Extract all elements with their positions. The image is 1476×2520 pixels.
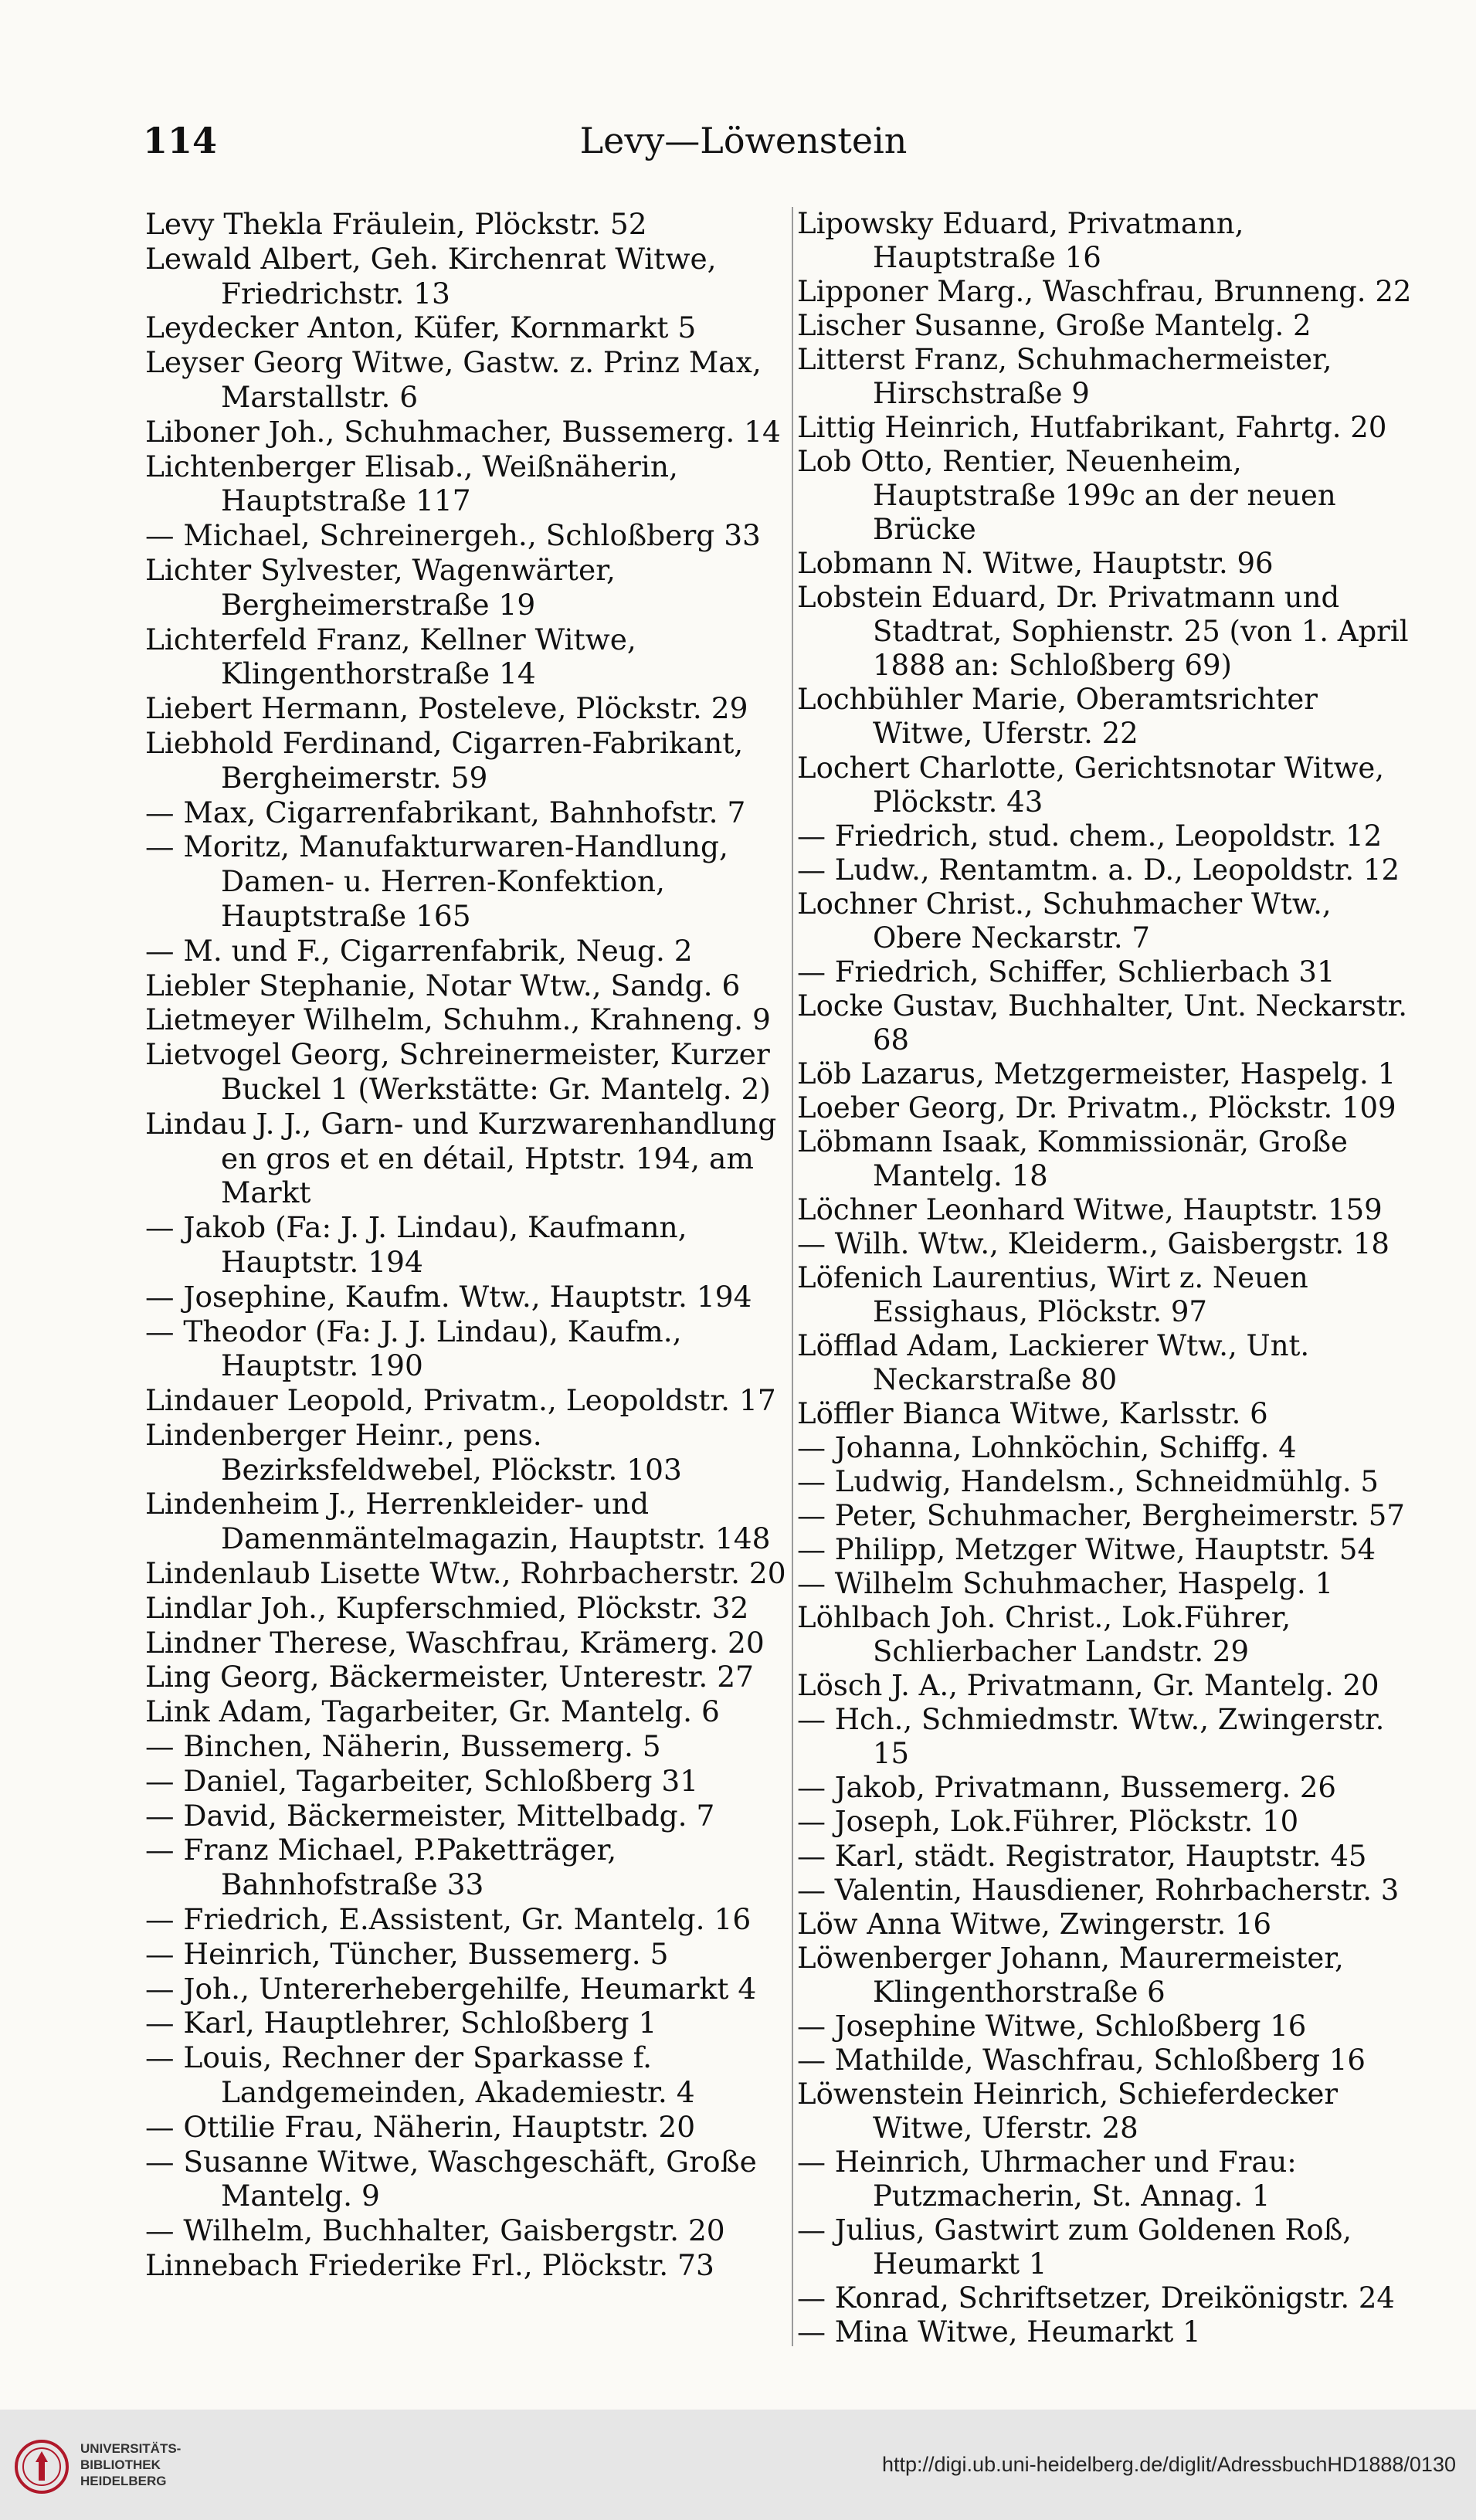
directory-entry: — Daniel, Tagarbeiter, Schloßberg 31 [145, 1763, 699, 1798]
directory-entry: Liebler Stephanie, Notar Wtw., Sandg. 6 [145, 968, 741, 1002]
directory-entry: Locke Gustav, Buchhalter, Unt. Neckarstr. 68 [797, 989, 1407, 1057]
directory-entry: — Karl, städt. Registrator, Hauptstr. 45 [797, 1839, 1367, 1873]
directory-entry: Lischer Susanne, Große Mantelg. 2 [797, 309, 1311, 343]
directory-entry: Löhlbach Joh. Christ., Lok.Führer, Schlierbacher Landstr. 29 [797, 1601, 1291, 1669]
directory-entry: Lindlar Joh., Kupferschmied, Plöckstr. 32 [145, 1590, 749, 1625]
directory-entry: Lipowsky Eduard, Privatmann, Hauptstraße 16 [797, 207, 1244, 275]
library-name-line: HEIDELBERG [80, 2474, 167, 2488]
directory-entry: Ling Georg, Bäckermeister, Unterestr. 27 [145, 1660, 754, 1694]
library-name [80, 2440, 181, 2489]
directory-entry: Liebert Hermann, Posteleve, Plöckstr. 29 [145, 691, 748, 726]
directory-entry: — Philipp, Metzger Witwe, Hauptstr. 54 [797, 1533, 1376, 1567]
directory-entry: Lochbühler Marie, Oberamtsrichter Witwe, Uferstr. 22 [797, 683, 1318, 751]
directory-entry: Löwenberger Johann, Maurermeister, Klingenthorstraße 6 [797, 1941, 1344, 2009]
directory-entry: Löb Lazarus, Metzgermeister, Haspelg. 1 [797, 1057, 1396, 1090]
directory-entry: Lindau J. J., Garn- und Kurzwarenhandlung en gros et en détail, Hptstr. 194, am Markt [145, 1106, 777, 1210]
directory-entry: Lochner Christ., Schuhmacher Wtw., Obere Neckarstr. 7 [797, 887, 1332, 955]
directory-entry: Leydecker Anton, Küfer, Kornmarkt 5 [145, 310, 697, 345]
directory-entry: — Wilhelm, Buchhalter, Gaisbergstr. 20 [145, 2213, 725, 2248]
directory-entry: — Wilhelm Schuhmacher, Haspelg. 1 [797, 1567, 1333, 1601]
directory-entry: — David, Bäckermeister, Mittelbadg. 7 [145, 1798, 715, 1833]
directory-entry: Löwenstein Heinrich, Schieferdecker Witwe, Uferstr. 28 [797, 2077, 1339, 2145]
directory-entry: — Friedrich, stud. chem., Leopoldstr. 12 [797, 819, 1383, 853]
directory-entry: Littig Heinrich, Hutfabrikant, Fahrtg. 20 [797, 411, 1387, 445]
directory-entry: — Valentin, Hausdiener, Rohrbacherstr. 3 [797, 1873, 1400, 1907]
directory-entry: — Friedrich, Schiffer, Schlierbach 31 [797, 955, 1335, 989]
directory-entry: — Moritz, Manufakturwaren-Handlung, Damen- u. Herren-Konfektion, Hauptstraße 165 [145, 829, 728, 933]
library-name-line: BIBLIOTHEK [80, 2457, 161, 2472]
directory-entry: Löchner Leonhard Witwe, Hauptstr. 159 [797, 1192, 1383, 1226]
directory-entry: — Jakob (Fa: J. J. Lindau), Kaufmann, Hauptstr. 194 [145, 1210, 687, 1279]
directory-entry: Lindenlaub Lisette Wtw., Rohrbacherstr. 20 [145, 1556, 786, 1591]
directory-entry: Litterst Franz, Schuhmachermeister, Hirschstraße 9 [797, 343, 1332, 411]
directory-entry: Lob Otto, Rentier, Neuenheim, Hauptstraße 199c an der neuen Brücke [797, 445, 1336, 547]
directory-entry: Lindner Therese, Waschfrau, Krämerg. 20 [145, 1625, 765, 1660]
directory-entry: Löfenich Laurentius, Wirt z. Neuen Essighaus, Plöckstr. 97 [797, 1260, 1308, 1328]
directory-entry: Lindenheim J., Herrenkleider- und Damenmäntelmagazin, Hauptstr. 148 [145, 1487, 771, 1556]
directory-entry: — Wilh. Wtw., Kleiderm., Gaisbergstr. 18 [797, 1226, 1389, 1260]
directory-entry: Lobstein Eduard, Dr. Privatmann und Stadtrat, Sophienstr. 25 (von 1. April 1888 an: Schloßberg 69) [797, 581, 1409, 683]
directory-entry: Lichtenberger Elisab., Weißnäherin, Hauptstraße 117 [145, 449, 678, 518]
directory-entry: Lösch J. A., Privatmann, Gr. Mantelg. 20 [797, 1669, 1379, 1703]
right-column [797, 207, 1423, 2349]
column-divider [792, 207, 793, 2346]
directory-entry: Lewald Albert, Geh. Kirchenrat Witwe, Friedrichstr. 13 [145, 241, 717, 310]
directory-entry: Löw Anna Witwe, Zwingerstr. 16 [797, 1907, 1272, 1941]
directory-entry: Liebhold Ferdinand, Cigarren-Fabrikant, Bergheimerstr. 59 [145, 725, 744, 795]
directory-entry: — Mathilde, Waschfrau, Schloßberg 16 [797, 2043, 1366, 2077]
directory-entry: — Mina Witwe, Heumarkt 1 [797, 2315, 1201, 2349]
directory-entry: Löffler Bianca Witwe, Karlsstr. 6 [797, 1397, 1268, 1431]
directory-entry: Linnebach Friederike Frl., Plöckstr. 73 [145, 2248, 714, 2283]
directory-entry: — M. und F., Cigarrenfabrik, Neug. 2 [145, 933, 693, 968]
directory-entry: Lietvogel Georg, Schreinermeister, Kurzer Buckel 1 (Werkstätte: Gr. Mantelg. 2) [145, 1037, 771, 1106]
directory-entry: Lichterfeld Franz, Kellner Witwe, Klingenthorstraße 14 [145, 622, 636, 691]
directory-entry: Loeber Georg, Dr. Privatm., Plöckstr. 109 [797, 1090, 1396, 1124]
directory-entry: — Joseph, Lok.Führer, Plöckstr. 10 [797, 1805, 1299, 1839]
directory-entry: Lochert Charlotte, Gerichtsnotar Witwe, Plöckstr. 43 [797, 751, 1385, 819]
page-header [143, 120, 1344, 174]
directory-entry: — Karl, Hauptlehrer, Schloßberg 1 [145, 2006, 657, 2040]
directory-entry: — Ottilie Frau, Näherin, Hauptstr. 20 [145, 2109, 696, 2144]
directory-entry: — Ludw., Rentamtm. a. D., Leopoldstr. 12 [797, 853, 1400, 887]
directory-entry: — Louis, Rechner der Sparkasse f. Landgemeinden, Akademiestr. 4 [145, 2040, 695, 2110]
viewer-footer [0, 2410, 1476, 2520]
library-name-line: UNIVERSITÄTS- [80, 2441, 182, 2456]
source-url-link[interactable]: http://digi.ub.uni-heidelberg.de/diglit/AdressbuchHD1888/0130 [881, 2453, 1456, 2476]
directory-entry: Löfflad Adam, Lackierer Wtw., Unt. Neckarstraße 80 [797, 1329, 1310, 1397]
directory-entry: Lipponer Marg., Waschfrau, Brunneng. 22 [797, 275, 1412, 309]
directory-entry: — Franz Michael, P.Paketträger, Bahnhofstraße 33 [145, 1833, 617, 1902]
directory-entry: — Max, Cigarrenfabrikant, Bahnhofstr. 7 [145, 795, 746, 829]
directory-entry: — Josephine Witwe, Schloßberg 16 [797, 2009, 1307, 2043]
directory-entry: Lindauer Leopold, Privatm., Leopoldstr. 17 [145, 1383, 776, 1418]
directory-entry: — Ludwig, Handelsm., Schneidmühlg. 5 [797, 1465, 1379, 1499]
directory-entry: Leyser Georg Witwe, Gastw. z. Prinz Max, Marstallstr. 6 [145, 345, 762, 414]
directory-entry: Lindenberger Heinr., pens. Bezirksfeldwebel, Plöckstr. 103 [145, 1417, 682, 1487]
directory-entry: — Julius, Gastwirt zum Goldenen Roß, Heumarkt 1 [797, 2213, 1352, 2281]
directory-entry: — Johanna, Lohnköchin, Schiffg. 4 [797, 1431, 1297, 1465]
directory-entry: Lietmeyer Wilhelm, Schuhm., Krahneng. 9 [145, 1002, 771, 1037]
running-title: Levy—Löwenstein [579, 120, 908, 161]
directory-entry: Liboner Joh., Schuhmacher, Bussemerg. 14 [145, 414, 781, 449]
directory-entry: — Hch., Schmiedmstr. Wtw., Zwingerstr. 15 [797, 1703, 1385, 1771]
directory-entry: Löbmann Isaak, Kommissionär, Große Mantelg. 18 [797, 1124, 1348, 1192]
directory-entry: — Konrad, Schriftsetzer, Dreikönigstr. 24 [797, 2281, 1395, 2315]
directory-entry: Lichter Sylvester, Wagenwärter, Bergheimerstraße 19 [145, 552, 616, 622]
page-number: 114 [143, 120, 218, 161]
directory-entry: Levy Thekla Fräulein, Plöckstr. 52 [145, 207, 647, 241]
left-column [145, 207, 786, 2283]
directory-entry: — Susanne Witwe, Waschgeschäft, Große Mantelg. 9 [145, 2144, 757, 2213]
directory-entry: — Heinrich, Uhrmacher und Frau: Putzmacherin, St. Annag. 1 [797, 2145, 1297, 2213]
directory-entry: — Josephine, Kaufm. Wtw., Hauptstr. 194 [145, 1279, 752, 1314]
directory-entry: — Michael, Schreinergeh., Schloßberg 33 [145, 518, 761, 553]
directory-entry: — Joh., Untererhebergehilfe, Heumarkt 4 [145, 1971, 757, 2006]
directory-entry: Lobmann N. Witwe, Hauptstr. 96 [797, 547, 1274, 581]
directory-entry: — Peter, Schuhmacher, Bergheimerstr. 57 [797, 1499, 1405, 1533]
directory-entry: — Theodor (Fa: J. J. Lindau), Kaufm., Hauptstr. 190 [145, 1314, 682, 1383]
directory-entry: Link Adam, Tagarbeiter, Gr. Mantelg. 6 [145, 1694, 720, 1729]
directory-entry: — Friedrich, E.Assistent, Gr. Mantelg. 16 [145, 1902, 752, 1937]
directory-entry: — Jakob, Privatmann, Bussemerg. 26 [797, 1771, 1336, 1805]
ub-seal-icon[interactable] [14, 2439, 70, 2495]
directory-entry: — Heinrich, Tüncher, Bussemerg. 5 [145, 1936, 669, 1971]
directory-entry: — Binchen, Näherin, Bussemerg. 5 [145, 1729, 661, 1764]
